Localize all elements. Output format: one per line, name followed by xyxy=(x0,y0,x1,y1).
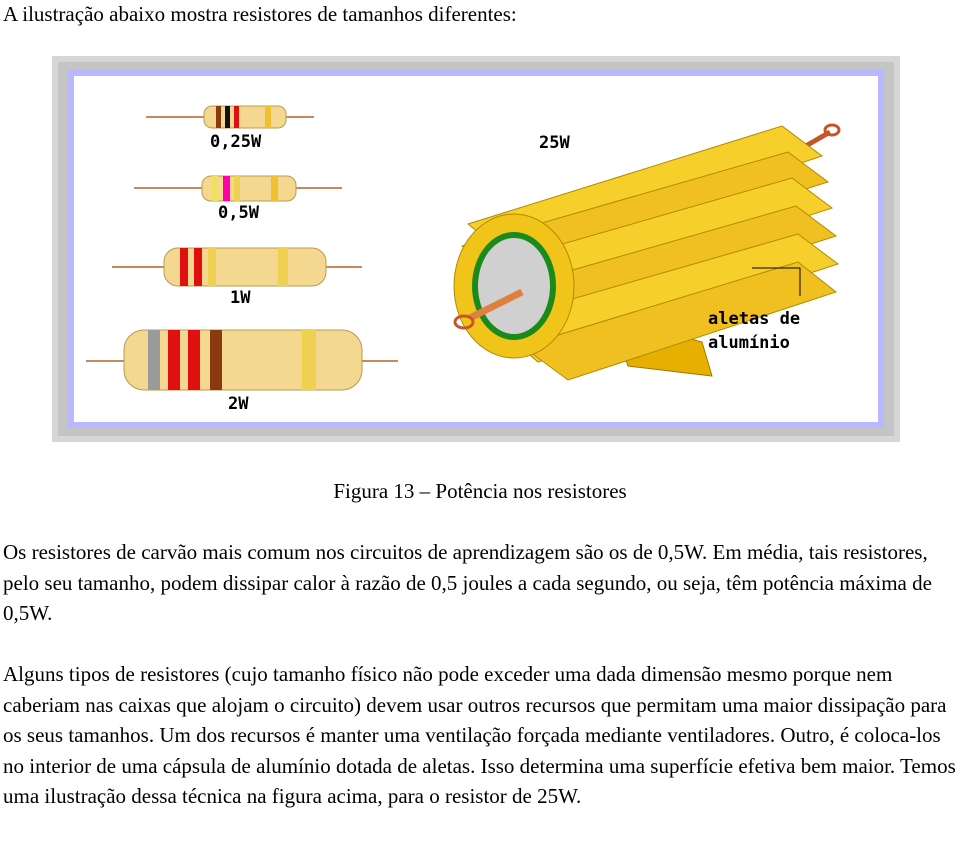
label-25w: 25W xyxy=(539,133,570,153)
label-025w: 0,25W xyxy=(210,132,262,152)
paragraph-1: Os resistores de carvão mais comum nos circuitos de aprendizagem são os de 0,5W. Em média, tais resistores, pelo seu tamanho, podem dissipar calor à razão de 0,5 joules a cada segundo, ou seja, têm potência máxima de 0,5W. xyxy=(3,540,932,625)
resistor-figure xyxy=(52,56,900,442)
label-05w: 0,5W xyxy=(218,203,259,223)
intro-text: A ilustração abaixo mostra resistores de tamanhos diferentes: xyxy=(3,2,517,26)
label-2w: 2W xyxy=(228,394,249,414)
figure-caption: Figura 13 – Potência nos resistores xyxy=(333,479,627,503)
label-fins-2: alumínio xyxy=(708,333,790,353)
label-fins-1: aletas de xyxy=(708,309,801,329)
paragraph-2: Alguns tipos de resistores (cujo tamanho físico não pode exceder uma dada dimensão mesmo porque nem caberiam nas caixas que alojam o circuito) devem usar outros recursos que permitam uma maior dissipação para os seus tamanhos. Um dos recursos é manter uma ventilação forçada mediante ventiladores. Outro, é coloca-los no interior de uma cápsula de alumínio dotada de aletas. Isso determina uma superfície efetiva bem maior. Temos uma ilustração dessa técnica na figura acima, para o resistor de 25W. xyxy=(3,662,956,808)
label-1w: 1W xyxy=(230,288,251,308)
